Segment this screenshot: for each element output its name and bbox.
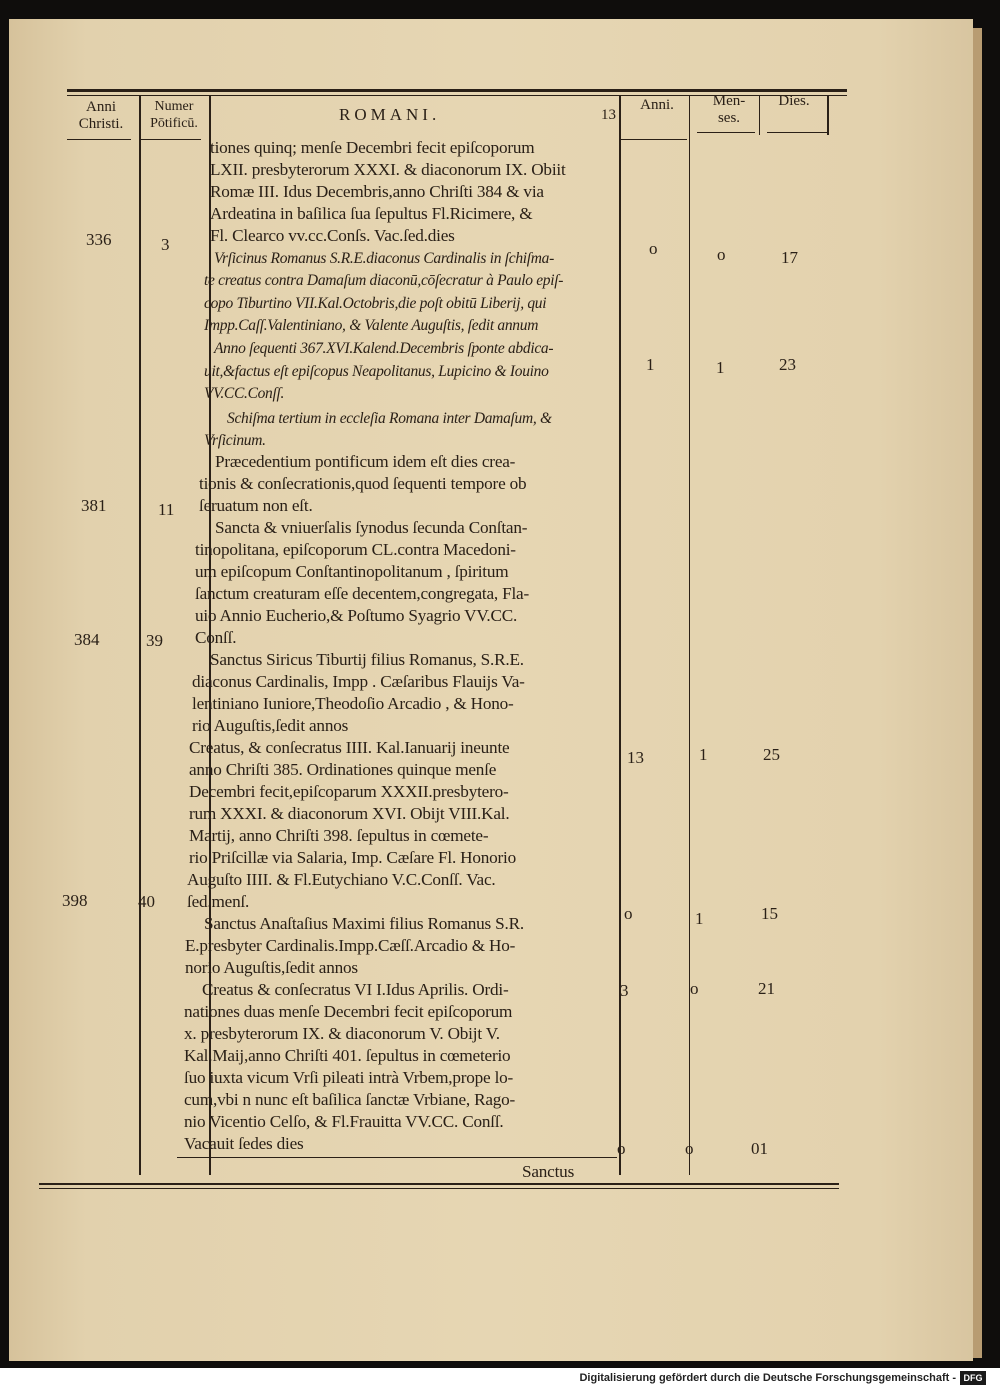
text-line: Sanctus Anaſtaſius Maximi filius Romanus S.R. [204,914,524,933]
text-line: Creatus & conſecratus VI I.Idus Aprilis. Ordi- [202,980,509,999]
text-line: nationes duas menſe Decembri fecit epiſcoporum [184,1002,513,1021]
text-line: rum XXXI. & diaconorum XVI. Obijt VIII.Kal. [189,804,510,823]
anni-r-5: 3 [620,981,629,1000]
bottom-rule [177,1157,617,1158]
text-line: Romæ III. Idus Decembris,anno Chriſti 384 & via [210,182,544,201]
text-line: um epiſcopum Conſtantinopolitanum , ſpiritum [195,562,509,581]
top-rule [67,89,847,92]
text-line: cum,vbi n nunc eſt baſilica ſanctæ Vrbiane, Rago- [184,1090,516,1109]
numer-3: 3 [161,235,170,254]
text-line: Martij, anno Chriſti 398. ſepultus in cœmete- [189,826,489,845]
bottom-rule-3 [39,1188,839,1189]
text-line: uio Annio Eucherio,& Poſtumo Syagrio VV.CC. [195,606,518,625]
col-rule-3 [619,95,621,1175]
text-line: nio Vicentio Celſo, & Fl.Frauitta VV.CC. Conſſ. [184,1112,504,1131]
catchword: Sanctus [522,1162,575,1181]
text-line: ſanctum creaturam eſſe decentem,congregata, Fla- [195,584,529,603]
text-line: LXII. presbyterorum XXXI. & diaconorum IX. Obiit [210,160,566,179]
text-line: ſuo iuxta vicum Vrſi pileati intrà Vrbem,prope lo- [184,1068,514,1087]
dfg-logo: DFG [960,1371,986,1385]
text-line: Vrſicinum. [204,432,266,449]
rule-under-dies [767,132,829,133]
text-line: VV.CC.Conſſ. [204,385,285,402]
bottom-rule-2 [39,1183,839,1185]
col-rule-1 [139,95,141,1175]
menses-2: 1 [716,358,725,377]
text-line: Conſſ. [195,628,237,647]
text-line: Schiſma tertium in eccleſia Romana inter Damaſum, & [227,410,552,427]
text-line: tionis & conſecrationis,quod ſequenti tempore ob [199,474,527,493]
text-line: Fl. Clearco vv.cc.Conſs. Vac.ſed.dies [210,226,455,245]
dies-4: 15 [761,904,778,923]
text-line: Auguſto IIII. & Fl.Eutychiano V.C.Conſſ. Vac. [187,870,496,889]
rule-under-anni-r [621,139,687,140]
text-line: norio Auguſtis,ſedit annos [185,958,358,977]
col-rule-5 [759,95,760,135]
text-line: diaconus Cardinalis, Impp . Cæſaribus Flauijs Va- [192,672,525,691]
anni-336: 336 [86,230,112,249]
header-menses: Men- ses. [712,93,746,126]
text-line: rio Auguſtis,ſedit annos [192,716,349,735]
menses-4: 1 [695,909,704,928]
text-line: Kal.Maij,anno Chriſti 401. ſepultus in cœmeterio [184,1046,511,1065]
anni-384: 384 [74,630,100,649]
dies-2: 23 [779,355,796,374]
text-line: tiones quinq; menſe Decembri fecit epiſcoporum [210,138,535,157]
anni-r-1: o [649,239,658,258]
menses-6: o [685,1139,694,1158]
text-line: x. presbyterorum IX. & diaconorum V. Obijt V. [184,1024,500,1043]
running-title: ROMANI. [339,105,441,124]
anni-r-2: 1 [646,355,655,374]
text-line: te creatus contra Damaſum diaconū,cōſecratur à Paulo epiſ- [204,272,564,289]
header-numer-pontificum: Numer Pōtificū. [150,99,198,131]
anni-381: 381 [81,496,107,515]
text-line: E.presbyter Cardinalis.Impp.Cæſſ.Arcadio & Ho- [185,936,516,955]
footer-credit: Digitalisierung gefördert durch die Deutsche Forschungsgemeinschaft - [579,1372,956,1384]
text-line: Anno ſequenti 367.XVI.Kalend.Decembris ſponte abdica- [214,340,554,357]
numer-11: 11 [158,500,175,519]
text-line: Decembri fecit,epiſcoparum XXXII.presbytero- [189,782,509,801]
rule-under-menses [697,132,755,133]
book-page [9,19,973,1361]
text-line: rio Priſcillæ via Salaria, Imp. Cæſare Fl. Honorio [189,848,517,867]
dies-3: 25 [763,745,780,764]
text-line: Ardeatina in baſilica ſua ſepultus Fl.Ricimere, & [210,204,533,223]
text-line: Vrſicinus Romanus S.R.E.diaconus Cardinalis in ſchiſma- [214,250,554,267]
anni-r-4: o [624,904,633,923]
text-line: lentiniano Iuniore,Theodoſio Arcadio , & Hono- [192,694,514,713]
header-dies: Dies. [778,93,810,109]
anni-r-6: o [617,1139,626,1158]
menses-3: 1 [699,745,708,764]
header-anni-christi: Anni Christi. [78,99,124,132]
col-rule-4 [689,95,690,1175]
col-rule-6 [827,95,829,135]
menses-5: o [690,979,699,998]
text-line: Sancta & vniuerſalis ſynodus ſecunda Conſtan- [215,518,528,537]
numer-39: 39 [146,631,163,650]
text-line: copo Tiburtino VII.Kal.Octobris,die poſt obitū Liberij, qui [204,295,547,312]
anni-r-3: 13 [627,748,644,767]
rule-under-numer [141,139,201,140]
text-line: anno Chriſti 385. Ordinationes quinque menſe [189,760,497,779]
text-line: ſeruatum non eſt. [199,496,313,515]
page-number: 13 [601,107,616,123]
text-line: ſed.menſ. [187,892,250,911]
rule-under-anni [67,139,131,140]
dies-5: 21 [758,979,775,998]
menses-1: o [717,245,726,264]
page-edge [972,28,982,1358]
header-anni: Anni. [640,97,674,113]
text-line: Creatus, & conſecratus IIII. Kal.Ianuarij ineunte [189,738,510,757]
text-line: Vacauit ſedes dies [184,1134,304,1153]
dies-1: 17 [781,248,798,267]
text-line: tinopolitana, epiſcoporum CL.contra Macedoni- [195,540,516,559]
text-line: uit,&factus eſt epiſcopus Neapolitanus, Lupicino & Iouino [204,363,549,380]
anni-398: 398 [62,891,88,910]
numer-40: 40 [138,892,155,911]
dies-6: 01 [751,1139,768,1158]
text-line: Sanctus Siricus Tiburtij filius Romanus, S.R.E. [210,650,524,669]
text-line: Præcedentium pontificum idem eſt dies crea- [215,452,516,471]
text-line: Impp.Caſſ.Valentiniano, & Valente Auguſtis, ſedit annum [204,317,539,334]
